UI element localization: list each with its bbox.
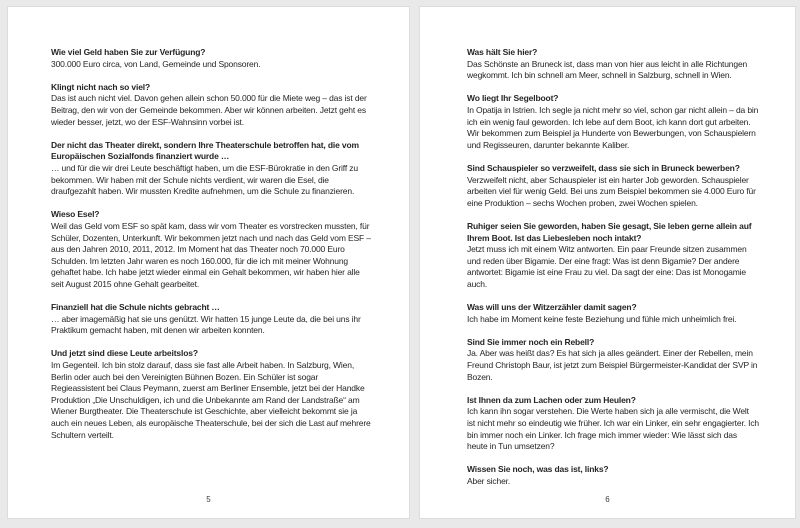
answer: In Opatija in Istrien. Ich segle ja nicht mehr so viel, schon gar nicht allein – da bin ich ein wenig faul geworden. Ich lebe auf dem Boot, ich kann dort gut arbeiten. Wir bekommen zum Beispiel ja Hunderte von Bewerbungen, von Schauspielern und Regisseuren, darunter bekannte Kaliber. <box>467 104 759 150</box>
page-6-content <box>467 47 759 485</box>
answer: Das Schönste an Bruneck ist, dass man von hier aus leicht in alle Richtungen wegkommt. Ich bin schnell am Meer, schnell in Salzburg, schnell in Wien. <box>467 58 748 81</box>
page-5-content <box>51 47 373 485</box>
answer: Aber sicher. <box>467 475 511 485</box>
question: Und jetzt sind diese Leute arbeitslos? <box>51 348 198 359</box>
answer: Ich kann ihn sogar verstehen. Die Werte haben sich ja alle vermischt, die Welt ist nicht mehr so eindeutig wie früher. Ich war ein Linker, ein sehr engagierter. Ich bin immer noch ein Linker. Ich frage mich immer wieder: Wie lässt sich das heute in Tun umsetzen? <box>467 406 759 452</box>
qa-block <box>467 47 759 82</box>
answer: Ja. Aber was heißt das? Es hat sich ja alles geändert. Einer der Rebellen, mein Freund Christoph Baur, ist jetzt zum Beispiel Bürgermeister-Kandidat der SVP in Bozen. <box>467 348 758 382</box>
qa-block <box>467 302 759 325</box>
qa-block <box>51 209 373 290</box>
answer: Ich habe im Moment keine feste Beziehung und fühle mich unheimlich frei. <box>467 313 737 324</box>
qa-block <box>51 82 373 128</box>
question: Ruhiger seien Sie geworden, haben Sie gesagt, Sie leben gerne allein auf Ihrem Boot. Ist das Liebesleben noch intakt? <box>467 220 752 243</box>
page-6 <box>419 6 796 519</box>
question: Ist Ihnen da zum Lachen oder zum Heulen? <box>467 394 636 405</box>
question: Der nicht das Theater direkt, sondern Ihre Theaterschule betroffen hat, die vom Europäischen Sozialfonds finanziert wurde … <box>51 139 359 162</box>
qa-block <box>467 163 759 209</box>
qa-block <box>467 395 759 453</box>
page-number: 5 <box>206 495 211 504</box>
question: Finanziell hat die Schule nichts gebracht … <box>51 302 220 313</box>
question: Sind Schauspieler so verzweifelt, dass sie sich in Bruneck bewerben? <box>467 162 740 173</box>
qa-block <box>51 302 373 337</box>
page-5 <box>7 6 410 519</box>
qa-block <box>467 464 759 485</box>
answer: … und für die wir drei Leute beschäftigt haben, um die ESF-Bürokratie in den Griff zu bekommen. Wir haben mit der Schule nichts verdient, wir waren die Esel, die draufgezahlt haben. Wir mussten Kredite aufnehmen, um die Schule zu finanzieren. <box>51 162 358 197</box>
question: Wie viel Geld haben Sie zur Verfügung? <box>51 47 206 57</box>
question: Sind Sie immer noch ein Rebell? <box>467 336 595 347</box>
question: Wo liegt Ihr Segelboot? <box>467 93 559 104</box>
answer: Verzweifelt nicht, aber Schauspieler ist ein harter Job geworden. Schauspieler arbeiten viel für wenig Geld. Bei uns zum Beispiel bekommen sie 4.000 Euro für eine Produktion – sechs Wochen proben, zwei Wochen spielen. <box>467 174 756 208</box>
qa-block <box>51 140 373 198</box>
qa-block <box>51 348 373 441</box>
qa-block <box>467 93 759 151</box>
answer: … aber imagemäßig hat sie uns genützt. Wir hatten 15 junge Leute da, die bei uns ihr Praktikum gemacht haben, mit denen wir arbeiten konnten. <box>51 313 361 336</box>
qa-block <box>467 337 759 383</box>
question: Was hält Sie hier? <box>467 47 538 57</box>
question: Wieso Esel? <box>51 209 100 220</box>
question: Was will uns der Witzerzähler damit sagen? <box>467 302 637 313</box>
qa-block <box>51 47 373 70</box>
answer: 300.000 Euro circa, von Land, Gemeinde und Sponsoren. <box>51 58 261 69</box>
qa-block <box>467 221 759 291</box>
question: Klingt nicht nach so viel? <box>51 81 151 92</box>
answer: Jetzt muss ich mit einem Witz antworten. Ein paar Freunde sitzen zusammen und reden über Bigamie. Der eine fragt: Was ist denn Bigamie? Der andere antwortet: Bigamie ist eine Frau zu viel. Da sagt der eine: Das ist Monogamie auch. <box>467 244 747 289</box>
page-number: 6 <box>605 495 610 504</box>
answer: Das ist auch nicht viel. Davon gehen allein schon 50.000 für die Miete weg – das ist der Beitrag, den wir von der Gemeinde bekommen. Aber wir können arbeiten. Jetzt geht es wieder besser, jetzt, wo der ESF-Wahnsinn vorbei ist. <box>51 93 367 127</box>
question: Wissen Sie noch, was das ist, links? <box>467 464 609 475</box>
answer: Im Gegenteil. Ich bin stolz darauf, dass sie fast alle Arbeit haben. In Salzburg, Wien, Berlin oder auch bei den Vereinigten Bühnen Bozen. Ein Schüler ist sogar Regieassistent bei Claus Peymann, zuerst am Berliner Ensemble, jetzt bei der Handke Produktion „Die Unschuldigen, ich und die Unbekannte am Rand der Landstraße“ am Wiener Burgtheater. Die Theaterschule ist Geschichte, aber vielleicht bekommt sie ja auch ein neues Leben, als europäische Theaterschule, bei der sich die Last auf mehrere Schultern verteilt. <box>51 360 371 440</box>
answer: Weil das Geld vom ESF so spät kam, dass wir vom Theater es vorstrecken mussten, für Schüler, Dozenten, Unterkunft. Wir bekommen jetzt nach und nach das Geld vom ESF – aus den Jahren 2010, 2011, 2012. Im Moment hat das Theater noch 70.000 Euro Schulden. Im letzten Jahr waren es noch 160.000, für die ich mit meiner Wohnung gehaftet habe. Ich habe jetzt wieder einmal ein Gehalt bekommen, wir haben hier alle seit August 2015 ohne Gehalt gearbeitet. <box>51 220 371 289</box>
